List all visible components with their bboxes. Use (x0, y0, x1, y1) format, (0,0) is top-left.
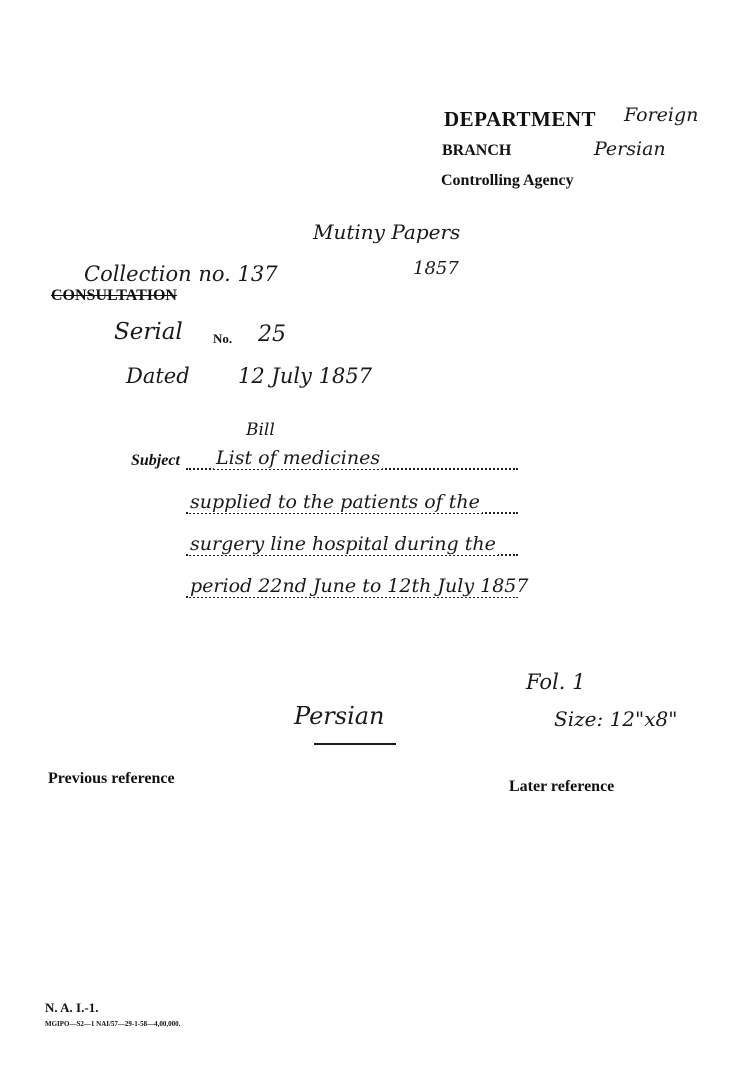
later-reference-label: Later reference (509, 778, 615, 795)
form-code: N. A. I.-1. (45, 1000, 99, 1015)
controlling-agency-label: Controlling Agency (441, 172, 574, 189)
consultation-label: CONSULTATION (51, 287, 177, 304)
collection-year: 1857 (413, 258, 459, 279)
branch-value: Persian (594, 138, 666, 160)
language-annotation: Persian (294, 702, 385, 730)
subject-line-3: surgery line hospital during the (190, 533, 496, 555)
previous-reference-label: Previous reference (48, 770, 175, 787)
dated-value: 12 July 1857 (238, 364, 373, 388)
collection-number: Collection no. 137 (84, 262, 278, 286)
dated-label: Dated (126, 364, 190, 388)
subject-line-1: List of medicines (216, 447, 381, 469)
serial-prefix: Serial (114, 319, 183, 345)
folio-number: Fol. 1 (526, 670, 586, 694)
department-label: DEPARTMENT (444, 107, 597, 131)
language-underline (314, 743, 396, 745)
collection-title: Mutiny Papers (313, 220, 461, 244)
subject-insert: Bill (246, 420, 275, 440)
serial-no-label: No. (213, 331, 233, 346)
subject-line-2: supplied to the patients of the (190, 491, 480, 513)
printer-imprint: MGIPO—S2—1 NAI/57—29-1-58—4,00,000. (45, 1020, 181, 1028)
subject-line-4: period 22nd June to 12th July 1857 (190, 575, 529, 597)
serial-number: 25 (258, 322, 286, 347)
document-size: Size: 12"x8" (554, 707, 678, 731)
branch-label: BRANCH (442, 142, 512, 159)
department-value: Foreign (624, 104, 699, 126)
subject-label: Subject (131, 452, 180, 469)
